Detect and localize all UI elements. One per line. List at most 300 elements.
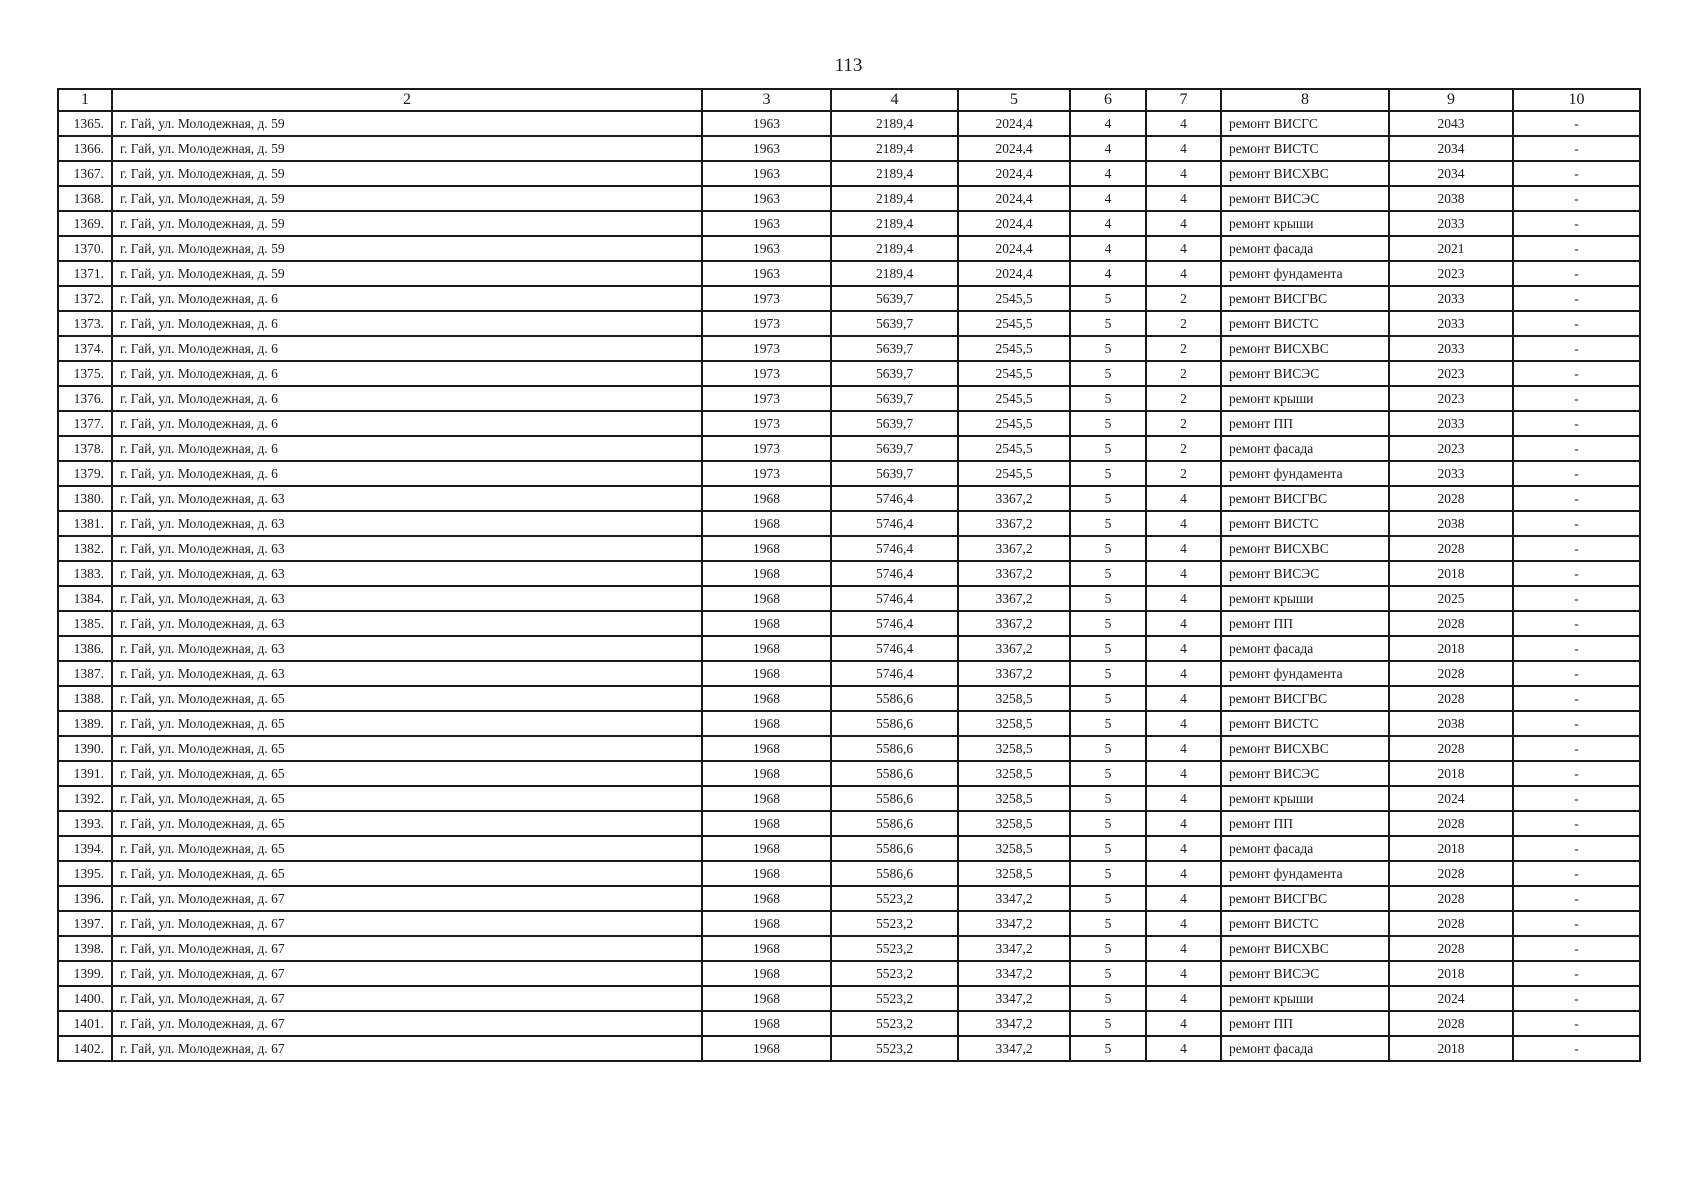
cell-planned-year: 2028 [1389, 861, 1513, 886]
cell-floors: 5 [1070, 411, 1146, 436]
cell-year-built: 1968 [702, 811, 831, 836]
cell-work-type: ремонт крыши [1221, 986, 1389, 1011]
cell-row-number: 1399. [58, 961, 112, 986]
cell-note: - [1513, 486, 1640, 511]
cell-address: г. Гай, ул. Молодежная, д. 6 [112, 336, 702, 361]
table-row [58, 611, 1640, 636]
cell-work-type: ремонт ВИСГС [1221, 111, 1389, 136]
table-row [58, 861, 1640, 886]
cell-entrances: 4 [1146, 511, 1221, 536]
cell-living-area: 2545,5 [958, 311, 1070, 336]
cell-living-area: 2024,4 [958, 261, 1070, 286]
cell-floors: 4 [1070, 211, 1146, 236]
cell-year-built: 1968 [702, 536, 831, 561]
cell-total-area: 5639,7 [831, 336, 958, 361]
cell-planned-year: 2033 [1389, 311, 1513, 336]
cell-planned-year: 2028 [1389, 911, 1513, 936]
table-row [58, 936, 1640, 961]
cell-living-area: 2024,4 [958, 111, 1070, 136]
cell-work-type: ремонт ВИСЭС [1221, 186, 1389, 211]
cell-planned-year: 2028 [1389, 886, 1513, 911]
cell-entrances: 4 [1146, 186, 1221, 211]
cell-planned-year: 2021 [1389, 236, 1513, 261]
cell-planned-year: 2033 [1389, 211, 1513, 236]
cell-work-type: ремонт ВИСХВС [1221, 336, 1389, 361]
cell-year-built: 1968 [702, 911, 831, 936]
cell-floors: 4 [1070, 111, 1146, 136]
column-header-1: 1 [58, 89, 112, 111]
cell-address: г. Гай, ул. Молодежная, д. 59 [112, 136, 702, 161]
cell-total-area: 5586,6 [831, 836, 958, 861]
cell-planned-year: 2018 [1389, 561, 1513, 586]
cell-address: г. Гай, ул. Молодежная, д. 67 [112, 986, 702, 1011]
cell-planned-year: 2028 [1389, 1011, 1513, 1036]
cell-floors: 5 [1070, 586, 1146, 611]
cell-note: - [1513, 861, 1640, 886]
cell-living-area: 2545,5 [958, 411, 1070, 436]
cell-year-built: 1968 [702, 586, 831, 611]
cell-row-number: 1401. [58, 1011, 112, 1036]
cell-work-type: ремонт фасада [1221, 436, 1389, 461]
cell-address: г. Гай, ул. Молодежная, д. 65 [112, 686, 702, 711]
cell-planned-year: 2028 [1389, 736, 1513, 761]
cell-work-type: ремонт крыши [1221, 786, 1389, 811]
cell-year-built: 1973 [702, 386, 831, 411]
cell-year-built: 1968 [702, 961, 831, 986]
column-header-6: 6 [1070, 89, 1146, 111]
cell-work-type: ремонт ВИСЭС [1221, 961, 1389, 986]
cell-year-built: 1968 [702, 736, 831, 761]
cell-address: г. Гай, ул. Молодежная, д. 65 [112, 836, 702, 861]
cell-entrances: 4 [1146, 911, 1221, 936]
cell-floors: 5 [1070, 686, 1146, 711]
cell-work-type: ремонт ВИСХВС [1221, 161, 1389, 186]
cell-year-built: 1968 [702, 1011, 831, 1036]
cell-living-area: 2024,4 [958, 136, 1070, 161]
cell-planned-year: 2024 [1389, 986, 1513, 1011]
cell-note: - [1513, 136, 1640, 161]
cell-floors: 5 [1070, 836, 1146, 861]
cell-note: - [1513, 186, 1640, 211]
table-row [58, 286, 1640, 311]
cell-address: г. Гай, ул. Молодежная, д. 65 [112, 736, 702, 761]
cell-entrances: 4 [1146, 136, 1221, 161]
cell-address: г. Гай, ул. Молодежная, д. 65 [112, 861, 702, 886]
cell-work-type: ремонт ВИСТС [1221, 711, 1389, 736]
cell-planned-year: 2028 [1389, 686, 1513, 711]
cell-entrances: 4 [1146, 986, 1221, 1011]
cell-total-area: 5523,2 [831, 986, 958, 1011]
cell-entrances: 2 [1146, 286, 1221, 311]
cell-work-type: ремонт ПП [1221, 1011, 1389, 1036]
cell-year-built: 1968 [702, 786, 831, 811]
cell-living-area: 2024,4 [958, 236, 1070, 261]
table-row [58, 811, 1640, 836]
cell-address: г. Гай, ул. Молодежная, д. 67 [112, 961, 702, 986]
cell-floors: 4 [1070, 136, 1146, 161]
cell-address: г. Гай, ул. Молодежная, д. 63 [112, 536, 702, 561]
cell-entrances: 4 [1146, 711, 1221, 736]
cell-living-area: 3347,2 [958, 986, 1070, 1011]
table-row [58, 686, 1640, 711]
cell-work-type: ремонт ВИСХВС [1221, 736, 1389, 761]
cell-year-built: 1973 [702, 411, 831, 436]
cell-note: - [1513, 611, 1640, 636]
cell-planned-year: 2023 [1389, 436, 1513, 461]
cell-floors: 5 [1070, 511, 1146, 536]
cell-year-built: 1968 [702, 686, 831, 711]
cell-entrances: 4 [1146, 561, 1221, 586]
cell-total-area: 5746,4 [831, 661, 958, 686]
cell-row-number: 1372. [58, 286, 112, 311]
cell-address: г. Гай, ул. Молодежная, д. 6 [112, 436, 702, 461]
cell-floors: 5 [1070, 886, 1146, 911]
cell-row-number: 1379. [58, 461, 112, 486]
cell-address: г. Гай, ул. Молодежная, д. 6 [112, 461, 702, 486]
cell-note: - [1513, 661, 1640, 686]
cell-work-type: ремонт ВИСГВС [1221, 486, 1389, 511]
cell-year-built: 1968 [702, 611, 831, 636]
cell-entrances: 2 [1146, 461, 1221, 486]
cell-entrances: 4 [1146, 611, 1221, 636]
cell-living-area: 3258,5 [958, 786, 1070, 811]
cell-entrances: 4 [1146, 886, 1221, 911]
cell-entrances: 4 [1146, 111, 1221, 136]
cell-year-built: 1968 [702, 936, 831, 961]
cell-row-number: 1390. [58, 736, 112, 761]
table-row [58, 461, 1640, 486]
cell-note: - [1513, 911, 1640, 936]
cell-row-number: 1381. [58, 511, 112, 536]
cell-total-area: 5523,2 [831, 936, 958, 961]
cell-note: - [1513, 161, 1640, 186]
cell-address: г. Гай, ул. Молодежная, д. 67 [112, 1036, 702, 1061]
cell-row-number: 1368. [58, 186, 112, 211]
cell-planned-year: 2023 [1389, 386, 1513, 411]
cell-entrances: 4 [1146, 961, 1221, 986]
cell-floors: 5 [1070, 1036, 1146, 1061]
cell-address: г. Гай, ул. Молодежная, д. 59 [112, 186, 702, 211]
cell-row-number: 1375. [58, 361, 112, 386]
cell-total-area: 2189,4 [831, 211, 958, 236]
cell-planned-year: 2018 [1389, 636, 1513, 661]
cell-planned-year: 2034 [1389, 136, 1513, 161]
table-row [58, 911, 1640, 936]
cell-year-built: 1968 [702, 511, 831, 536]
cell-entrances: 4 [1146, 586, 1221, 611]
cell-note: - [1513, 961, 1640, 986]
cell-work-type: ремонт крыши [1221, 211, 1389, 236]
cell-note: - [1513, 886, 1640, 911]
table-row [58, 261, 1640, 286]
cell-total-area: 5746,4 [831, 561, 958, 586]
table-row [58, 136, 1640, 161]
table-row [58, 186, 1640, 211]
cell-row-number: 1367. [58, 161, 112, 186]
table-row [58, 986, 1640, 1011]
cell-work-type: ремонт фундамента [1221, 861, 1389, 886]
cell-note: - [1513, 561, 1640, 586]
cell-row-number: 1376. [58, 386, 112, 411]
cell-year-built: 1968 [702, 836, 831, 861]
table-row [58, 361, 1640, 386]
cell-row-number: 1365. [58, 111, 112, 136]
cell-note: - [1513, 711, 1640, 736]
cell-year-built: 1968 [702, 711, 831, 736]
cell-work-type: ремонт ПП [1221, 411, 1389, 436]
table-row [58, 211, 1640, 236]
cell-floors: 5 [1070, 336, 1146, 361]
cell-address: г. Гай, ул. Молодежная, д. 65 [112, 711, 702, 736]
cell-floors: 5 [1070, 386, 1146, 411]
cell-year-built: 1963 [702, 136, 831, 161]
cell-total-area: 5639,7 [831, 286, 958, 311]
cell-living-area: 3258,5 [958, 686, 1070, 711]
cell-floors: 5 [1070, 736, 1146, 761]
cell-total-area: 5523,2 [831, 961, 958, 986]
cell-row-number: 1378. [58, 436, 112, 461]
cell-work-type: ремонт ВИСГВС [1221, 286, 1389, 311]
cell-living-area: 2024,4 [958, 161, 1070, 186]
cell-address: г. Гай, ул. Молодежная, д. 65 [112, 811, 702, 836]
cell-note: - [1513, 761, 1640, 786]
table-row [58, 1011, 1640, 1036]
table-row [58, 886, 1640, 911]
cell-row-number: 1402. [58, 1036, 112, 1061]
cell-row-number: 1384. [58, 586, 112, 611]
cell-planned-year: 2043 [1389, 111, 1513, 136]
cell-note: - [1513, 686, 1640, 711]
cell-living-area: 3347,2 [958, 911, 1070, 936]
table-row [58, 961, 1640, 986]
column-header-8: 8 [1221, 89, 1389, 111]
cell-year-built: 1963 [702, 161, 831, 186]
cell-work-type: ремонт ВИСГВС [1221, 886, 1389, 911]
cell-living-area: 3367,2 [958, 586, 1070, 611]
cell-row-number: 1398. [58, 936, 112, 961]
cell-living-area: 3367,2 [958, 661, 1070, 686]
cell-total-area: 2189,4 [831, 186, 958, 211]
cell-total-area: 5523,2 [831, 1036, 958, 1061]
cell-work-type: ремонт ВИСТС [1221, 136, 1389, 161]
cell-entrances: 2 [1146, 386, 1221, 411]
column-header-9: 9 [1389, 89, 1513, 111]
cell-living-area: 2545,5 [958, 361, 1070, 386]
cell-floors: 4 [1070, 161, 1146, 186]
table-row [58, 486, 1640, 511]
cell-address: г. Гай, ул. Молодежная, д. 67 [112, 911, 702, 936]
cell-address: г. Гай, ул. Молодежная, д. 59 [112, 211, 702, 236]
cell-work-type: ремонт ВИСТС [1221, 311, 1389, 336]
cell-total-area: 5586,6 [831, 736, 958, 761]
cell-note: - [1513, 236, 1640, 261]
cell-planned-year: 2033 [1389, 336, 1513, 361]
cell-year-built: 1973 [702, 461, 831, 486]
cell-total-area: 2189,4 [831, 111, 958, 136]
cell-address: г. Гай, ул. Молодежная, д. 59 [112, 236, 702, 261]
cell-address: г. Гай, ул. Молодежная, д. 6 [112, 286, 702, 311]
cell-entrances: 4 [1146, 736, 1221, 761]
cell-note: - [1513, 261, 1640, 286]
cell-row-number: 1396. [58, 886, 112, 911]
cell-row-number: 1370. [58, 236, 112, 261]
cell-work-type: ремонт ПП [1221, 811, 1389, 836]
cell-living-area: 3347,2 [958, 936, 1070, 961]
cell-floors: 5 [1070, 986, 1146, 1011]
cell-living-area: 3258,5 [958, 861, 1070, 886]
cell-planned-year: 2038 [1389, 186, 1513, 211]
cell-note: - [1513, 736, 1640, 761]
cell-address: г. Гай, ул. Молодежная, д. 63 [112, 511, 702, 536]
cell-entrances: 4 [1146, 811, 1221, 836]
cell-living-area: 3258,5 [958, 811, 1070, 836]
column-header-2: 2 [112, 89, 702, 111]
cell-note: - [1513, 811, 1640, 836]
cell-address: г. Гай, ул. Молодежная, д. 6 [112, 361, 702, 386]
cell-note: - [1513, 586, 1640, 611]
table-row [58, 561, 1640, 586]
cell-note: - [1513, 111, 1640, 136]
cell-living-area: 3367,2 [958, 511, 1070, 536]
cell-planned-year: 2028 [1389, 661, 1513, 686]
cell-total-area: 2189,4 [831, 136, 958, 161]
cell-planned-year: 2028 [1389, 811, 1513, 836]
cell-living-area: 3367,2 [958, 561, 1070, 586]
cell-entrances: 4 [1146, 1036, 1221, 1061]
cell-floors: 5 [1070, 436, 1146, 461]
cell-note: - [1513, 411, 1640, 436]
cell-work-type: ремонт фасада [1221, 636, 1389, 661]
cell-note: - [1513, 461, 1640, 486]
cell-year-built: 1968 [702, 661, 831, 686]
cell-year-built: 1973 [702, 311, 831, 336]
cell-entrances: 4 [1146, 486, 1221, 511]
cell-living-area: 3367,2 [958, 636, 1070, 661]
cell-year-built: 1968 [702, 486, 831, 511]
cell-year-built: 1963 [702, 236, 831, 261]
cell-note: - [1513, 936, 1640, 961]
cell-living-area: 3258,5 [958, 736, 1070, 761]
cell-total-area: 2189,4 [831, 161, 958, 186]
table-row [58, 761, 1640, 786]
cell-planned-year: 2025 [1389, 586, 1513, 611]
cell-planned-year: 2018 [1389, 836, 1513, 861]
cell-work-type: ремонт ВИСЭС [1221, 761, 1389, 786]
cell-row-number: 1393. [58, 811, 112, 836]
cell-note: - [1513, 511, 1640, 536]
cell-note: - [1513, 986, 1640, 1011]
cell-row-number: 1373. [58, 311, 112, 336]
cell-living-area: 2545,5 [958, 461, 1070, 486]
cell-address: г. Гай, ул. Молодежная, д. 63 [112, 586, 702, 611]
cell-planned-year: 2033 [1389, 461, 1513, 486]
table-row [58, 236, 1640, 261]
cell-note: - [1513, 336, 1640, 361]
cell-planned-year: 2033 [1389, 286, 1513, 311]
cell-total-area: 5586,6 [831, 761, 958, 786]
cell-work-type: ремонт крыши [1221, 386, 1389, 411]
cell-floors: 5 [1070, 311, 1146, 336]
cell-work-type: ремонт ВИСХВС [1221, 936, 1389, 961]
cell-entrances: 2 [1146, 336, 1221, 361]
cell-entrances: 4 [1146, 236, 1221, 261]
cell-planned-year: 2028 [1389, 611, 1513, 636]
cell-address: г. Гай, ул. Молодежная, д. 59 [112, 261, 702, 286]
cell-work-type: ремонт фасада [1221, 836, 1389, 861]
cell-entrances: 4 [1146, 636, 1221, 661]
cell-year-built: 1968 [702, 636, 831, 661]
cell-living-area: 3367,2 [958, 486, 1070, 511]
cell-address: г. Гай, ул. Молодежная, д. 65 [112, 786, 702, 811]
table-row [58, 661, 1640, 686]
cell-total-area: 5586,6 [831, 786, 958, 811]
cell-living-area: 2545,5 [958, 436, 1070, 461]
cell-living-area: 2545,5 [958, 386, 1070, 411]
table-row [58, 636, 1640, 661]
cell-row-number: 1382. [58, 536, 112, 561]
cell-entrances: 2 [1146, 311, 1221, 336]
cell-work-type: ремонт ВИСХВС [1221, 536, 1389, 561]
cell-row-number: 1366. [58, 136, 112, 161]
cell-floors: 5 [1070, 361, 1146, 386]
cell-planned-year: 2038 [1389, 711, 1513, 736]
cell-total-area: 5586,6 [831, 711, 958, 736]
cell-note: - [1513, 386, 1640, 411]
cell-address: г. Гай, ул. Молодежная, д. 59 [112, 111, 702, 136]
cell-floors: 5 [1070, 461, 1146, 486]
cell-entrances: 2 [1146, 411, 1221, 436]
cell-floors: 5 [1070, 661, 1146, 686]
cell-living-area: 3367,2 [958, 536, 1070, 561]
cell-work-type: ремонт крыши [1221, 586, 1389, 611]
table-row [58, 311, 1640, 336]
cell-address: г. Гай, ул. Молодежная, д. 6 [112, 411, 702, 436]
cell-floors: 5 [1070, 811, 1146, 836]
cell-note: - [1513, 536, 1640, 561]
cell-floors: 5 [1070, 936, 1146, 961]
cell-entrances: 4 [1146, 836, 1221, 861]
cell-total-area: 5639,7 [831, 386, 958, 411]
cell-total-area: 5639,7 [831, 411, 958, 436]
cell-total-area: 5746,4 [831, 511, 958, 536]
cell-entrances: 4 [1146, 861, 1221, 886]
column-header-5: 5 [958, 89, 1070, 111]
cell-total-area: 5746,4 [831, 486, 958, 511]
cell-floors: 5 [1070, 711, 1146, 736]
cell-year-built: 1963 [702, 186, 831, 211]
cell-address: г. Гай, ул. Молодежная, д. 67 [112, 1011, 702, 1036]
cell-total-area: 5586,6 [831, 686, 958, 711]
cell-planned-year: 2028 [1389, 486, 1513, 511]
cell-work-type: ремонт фундамента [1221, 661, 1389, 686]
cell-work-type: ремонт ВИСГВС [1221, 686, 1389, 711]
cell-address: г. Гай, ул. Молодежная, д. 63 [112, 636, 702, 661]
cell-living-area: 3347,2 [958, 1011, 1070, 1036]
cell-total-area: 5523,2 [831, 911, 958, 936]
cell-entrances: 4 [1146, 261, 1221, 286]
cell-address: г. Гай, ул. Молодежная, д. 6 [112, 311, 702, 336]
cell-floors: 5 [1070, 636, 1146, 661]
cell-row-number: 1387. [58, 661, 112, 686]
cell-planned-year: 2033 [1389, 411, 1513, 436]
cell-floors: 5 [1070, 486, 1146, 511]
table-row [58, 1036, 1640, 1061]
cell-row-number: 1388. [58, 686, 112, 711]
cell-year-built: 1963 [702, 211, 831, 236]
cell-floors: 5 [1070, 761, 1146, 786]
cell-row-number: 1371. [58, 261, 112, 286]
table-header-row [58, 89, 1640, 111]
